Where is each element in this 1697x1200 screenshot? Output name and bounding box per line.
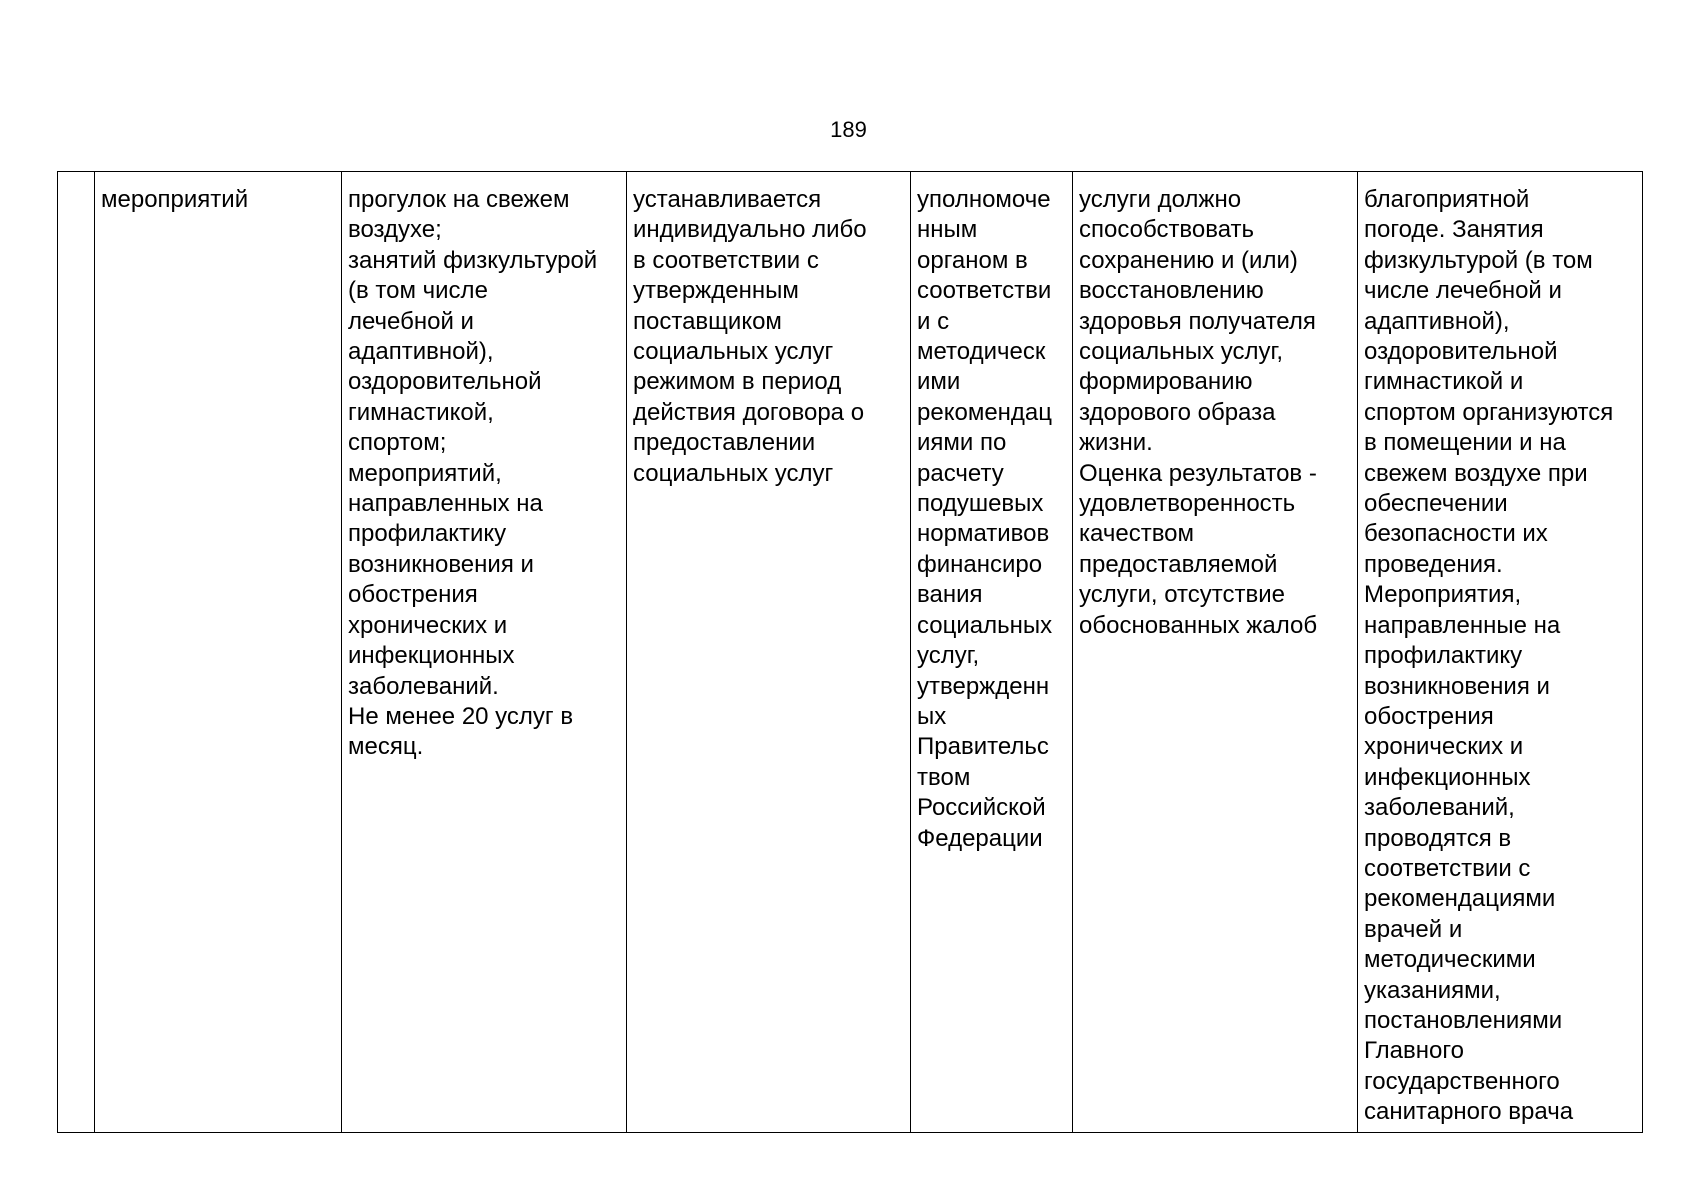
service-conditions-cell: благоприятной погоде. Занятия физкультурой (в том числе лечебной и адаптивной), оздоровительной гимнастикой и спортом организуются в помещении и на свежем воздухе при обеспечении безопасности их проведения. Мероприятия, направленные на профилактику возникновения и обострения хронических и инфекционных заболеваний, проводятся в соответствии с рекомендациями врачей и методическими указаниями, постановлениями Главного государственного санитарного врача [1358, 172, 1643, 1133]
page-number: 189 [830, 117, 867, 142]
services-table [57, 171, 1643, 1133]
service-tariff-cell: уполномоче нным органом в соответстви и с методическ ими рекомендац иями по расчету подушевых нормативов финансиро вания социальных услуг, утвержденн ых Правительс твом Российской Федерации [911, 172, 1073, 1133]
service-description-cell: прогулок на свежем воздухе; занятий физкультурой (в том числе лечебной и адаптивной), оздоровительной гимнастикой, спортом; мероприятий, направленных на профилактику возникновения и обострения хронических и инфекционных заболеваний. Не менее 20 услуг в месяц. [342, 172, 627, 1133]
service-name-cell: мероприятий [95, 172, 342, 1133]
service-quality-cell: услуги должно способствовать сохранению и (или) восстановлению здоровья получателя социальных услуг, формированию здорового образа жизни. Оценка результатов - удовлетворенность качеством предоставляемой услуги, отсутствие обоснованных жалоб [1073, 172, 1358, 1133]
row-number-cell [58, 172, 95, 1133]
service-schedule-cell: устанавливается индивидуально либо в соответствии с утвержденным поставщиком социальных услуг режимом в период действия договора о предоставлении социальных услуг [627, 172, 911, 1133]
table-row [58, 172, 1643, 1133]
